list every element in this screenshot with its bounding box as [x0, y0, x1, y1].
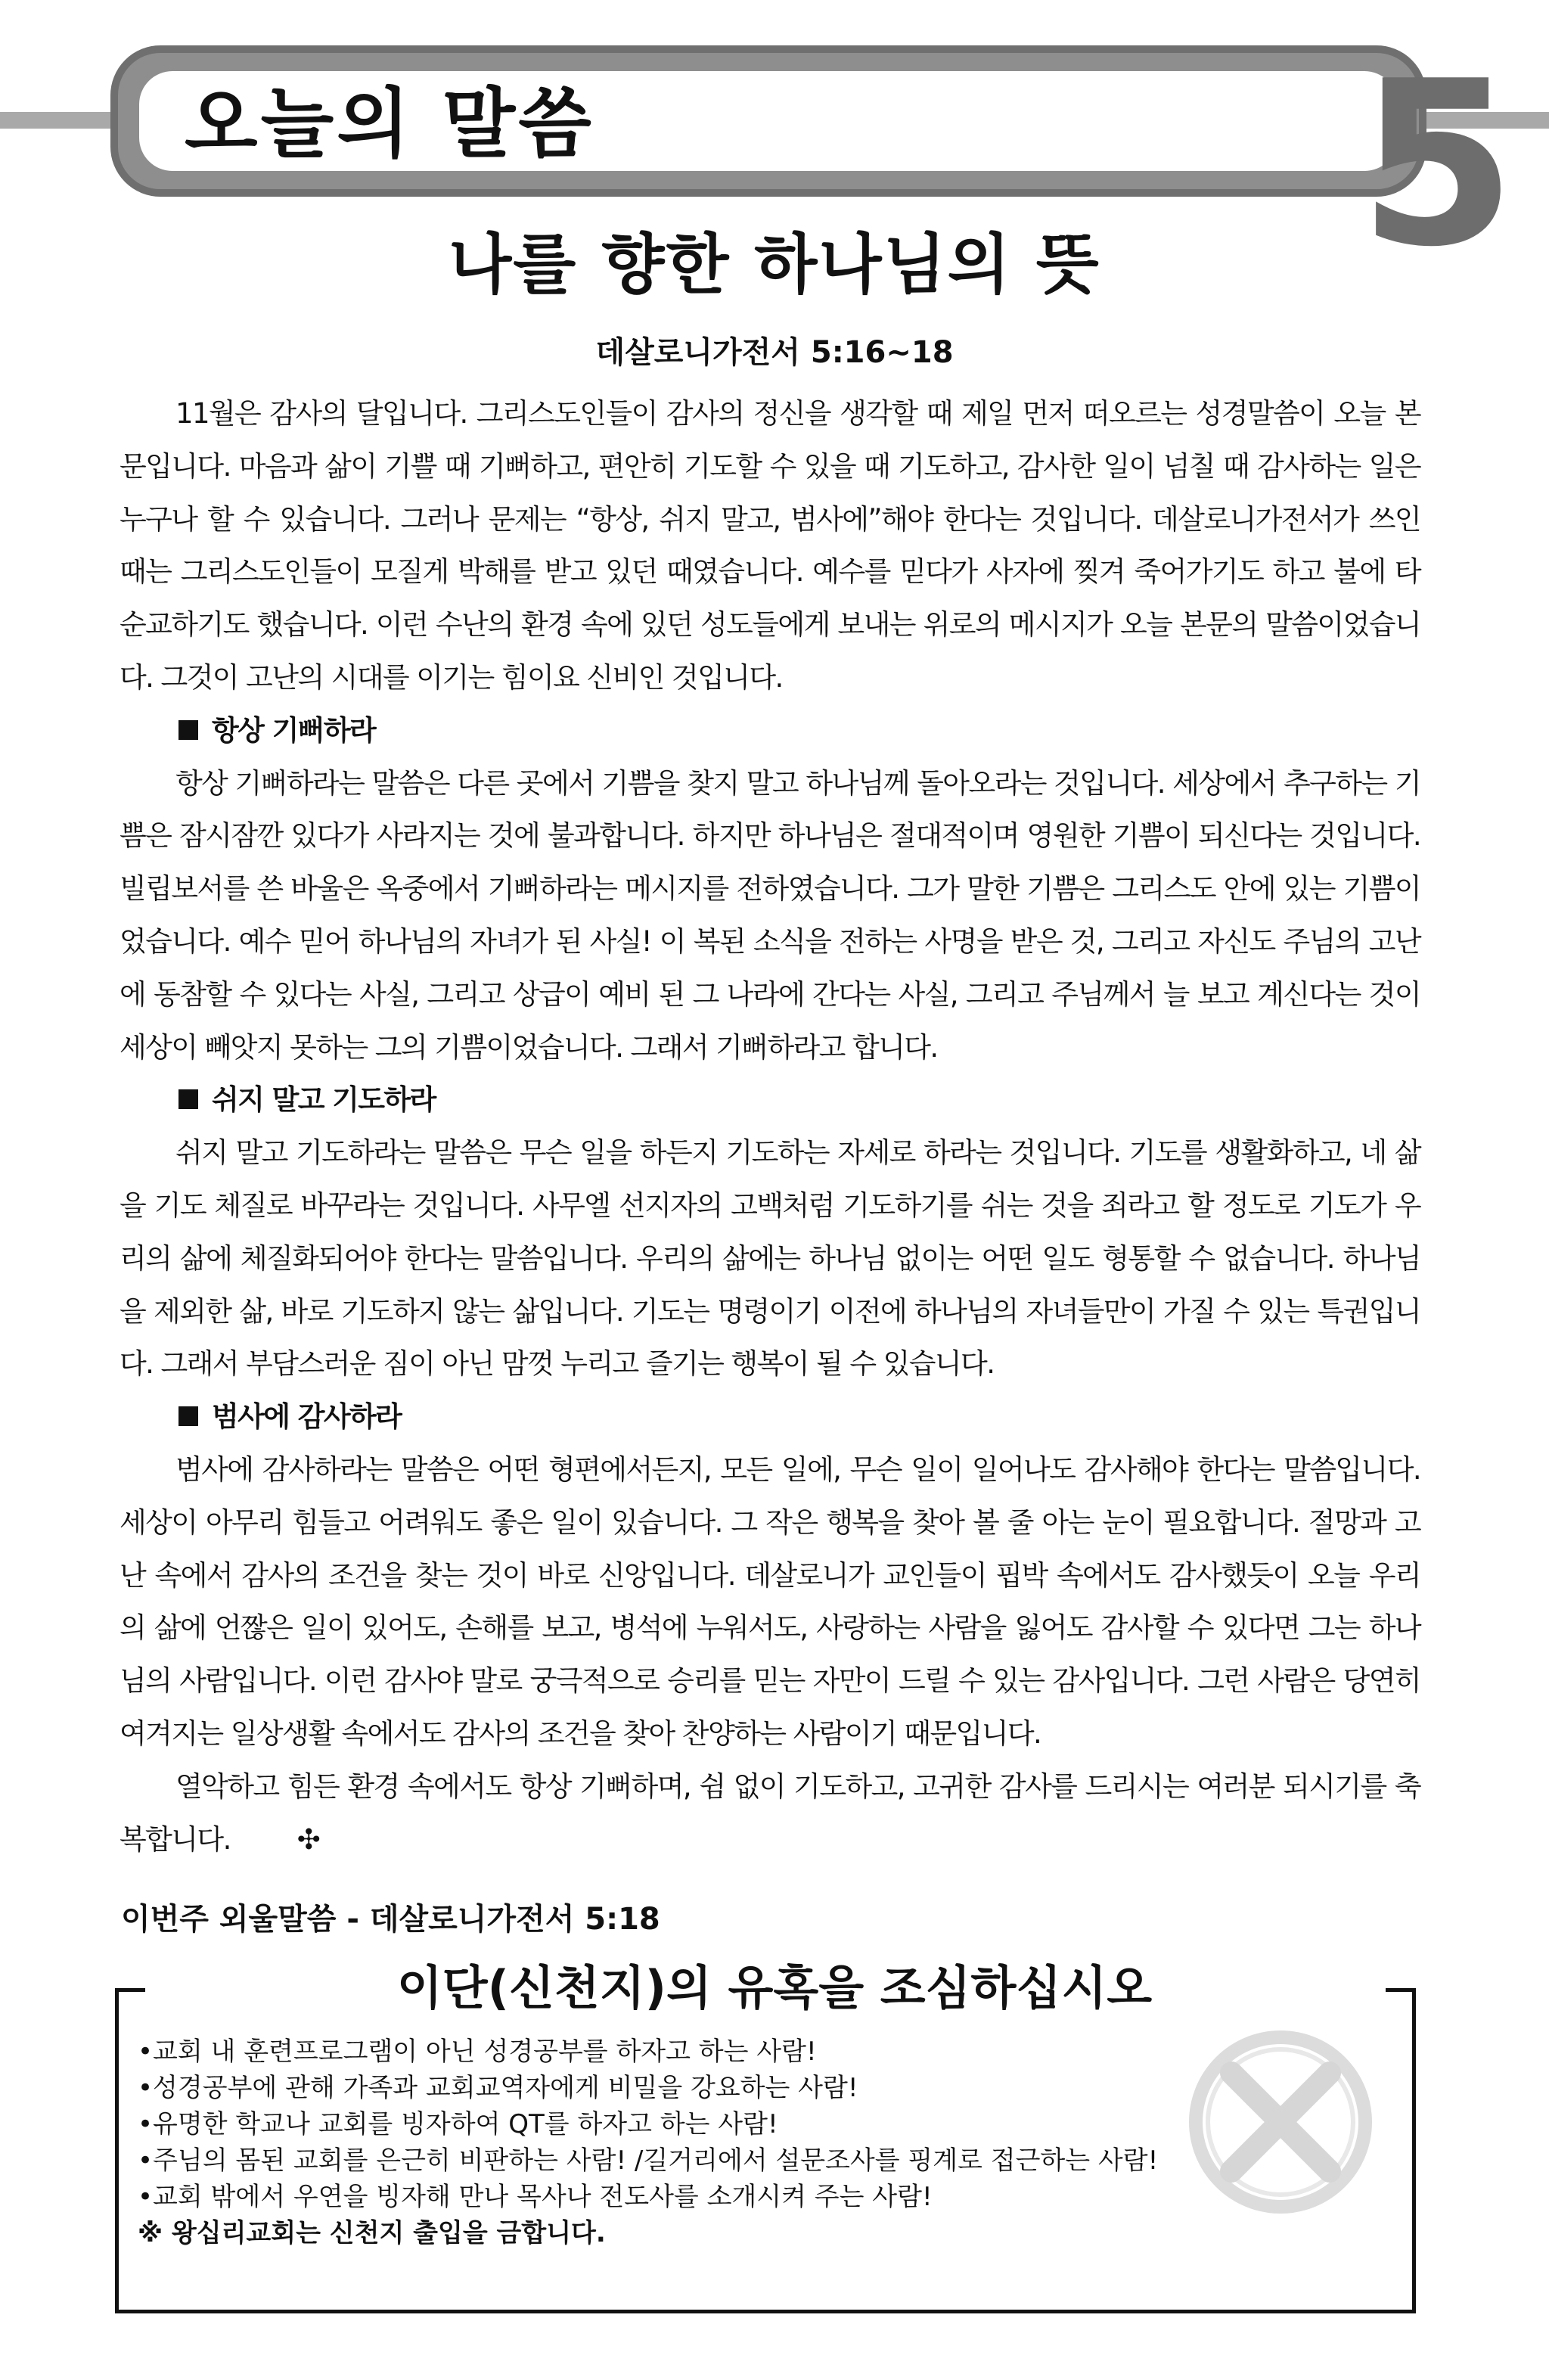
section-heading-2 [120, 1073, 1420, 1126]
sermon-body [120, 387, 1420, 1866]
square-bullet-icon [178, 720, 198, 740]
list-item: •주님의 몸된 교회를 은근히 비판하는 사람! /길거리에서 설문조사를 핑계로 접근하는 사람! [138, 2145, 1159, 2176]
closing-text: 열악하고 힘든 환경 속에서도 항상 기뻐하며, 쉼 없이 기도하고, 고귀한 감사를 드리시는 여러분 되시기를 축복합니다. [120, 1769, 1420, 1856]
list-item: •유명한 학교나 교회를 빙자하여 QT를 하자고 하는 사람! [138, 2109, 778, 2139]
list-item: •교회 밖에서 우연을 빙자해 만나 목사나 전도사를 소개시켜 주는 사람! [138, 2182, 933, 2212]
sermon-title: 나를 향한 하나님의 뜻 [449, 227, 1100, 303]
warning-list [138, 2034, 1393, 2251]
header-banner-inner [139, 71, 1398, 171]
warning-note: ※ 왕십리교회는 신천지 출입을 금합니다. [138, 2218, 606, 2248]
section-number: 5 [1358, 33, 1516, 297]
section-heading-1 [120, 704, 1420, 757]
closing-paragraph [120, 1760, 1420, 1866]
section-paragraph-3: 범사에 감사하라는 말씀은 어떤 형편에서든지, 모든 일에, 무슨 일이 일어나도 감사해야 한다는 말씀입니다. 세상이 아무리 힘들고 어려워도 좋은 일이 있습니다. 그 작은 행복을 찾아 볼 줄 아는 눈이 필요합니다. 절망과 고난 속에서 감사의 조건을 찾는 것이 바로 신앙입니다. 데살로니가 교인들이 핍박 속에서도 감사했듯이 오늘 우리의 삶에 언짢은 일이 있어도, 손해를 보고, 병석에 누워서도, 사랑하는 사람을 잃어도 감사할 수 있다면 그는 하나님의 사람입니다. 이런 감사야 말로 궁극적으로 승리를 믿는 자만이 드릴 수 있는 감사입니다. 그런 사람은 당연히 여겨지는 일상생활 속에서도 감사의 조건을 찾아 찬양하는 사람이기 때문입니다. [120, 1453, 1420, 1750]
section-heading-text: 쉬지 말고 기도하라 [212, 1083, 436, 1117]
memory-verse: 이번주 외울말씀 - 데살로니가전서 5:18 [121, 1902, 660, 1937]
square-bullet-icon [178, 1089, 198, 1109]
section-paragraph-2: 쉬지 말고 기도하라는 말씀은 무슨 일을 하든지 기도하는 자세로 하라는 것입니다. 기도를 생활화하고, 네 삶을 기도 체질로 바꾸라는 것입니다. 사무엘 선지자의 고백처럼 기도하기를 쉬는 것을 죄라고 할 정도로 기도가 우리의 삶에 체질화되어야 한다는 말씀입니다. 우리의 삶에는 하나님 없이는 어떤 일도 형통할 수 없습니다. 하나님을 제외한 삶, 바로 기도하지 않는 삶입니다. 기도는 명령이기 이전에 하나님의 자녀들만이 가질 수 있는 특권입니다. 그래서 부담스러운 짐이 아닌 맘껏 누리고 즐기는 행복이 될 수 있습니다. [120, 1136, 1420, 1381]
section-paragraph-1: 항상 기뻐하라는 말씀은 다른 곳에서 기쁨을 찾지 말고 하나님께 돌아오라는 것입니다. 세상에서 추구하는 기쁨은 잠시잠깐 있다가 사라지는 것에 불과합니다. 하지만 하나님은 절대적이며 영원한 기쁨이 되신다는 것입니다. 빌립보서를 쓴 바울은 옥중에서 기뻐하라는 메시지를 전하였습니다. 그가 말한 기쁨은 그리스도 안에 있는 기쁨이었습니다. 예수 믿어 하나님의 자녀가 된 사실! 이 복된 소식을 전하는 사명을 받은 것, 그리고 자신도 주님의 고난에 동참할 수 있다는 사실, 그리고 상급이 예비 된 그 나라에 간다는 사실, 그리고 주님께서 늘 보고 계신다는 것이 세상이 빼앗지 못하는 그의 기쁨이었습니다. 그래서 기뻐하라고 합니다. [120, 766, 1420, 1064]
section-heading-text: 항상 기뻐하라 [212, 713, 376, 747]
fleuron-icon: ✣ [296, 1822, 320, 1856]
list-item: •교회 내 훈련프로그램이 아닌 성경공부를 하자고 하는 사람! [138, 2037, 817, 2067]
banner-title: 오늘의 말씀 [185, 79, 594, 168]
section-heading-3 [120, 1390, 1420, 1443]
warning-title: 이단(신천지)의 유혹을 조심하십시오 [396, 1960, 1153, 2015]
section-heading-text: 범사에 감사하라 [212, 1400, 402, 1434]
intro-paragraph: 11월은 감사의 달입니다. 그리스도인들이 감사의 정신을 생각할 때 제일 먼저 떠오르는 성경말씀이 오늘 본문입니다. 마음과 삶이 기쁠 때 기뻐하고, 편안히 기도할 수 있을 때 기도하고, 감사한 일이 넘칠 때 감사하는 일은 누구나 할 수 있습니다. 그러나 문제는 “항상, 쉬지 말고, 범사에”해야 한다는 것입니다. 데살로니가전서가 쓰인 때는 그리스도인들이 모질게 박해를 받고 있던 때였습니다. 예수를 믿다가 사자에 찢겨 죽어가기도 하고 불에 타 순교하기도 했습니다. 이런 수난의 환경 속에 있던 성도들에게 보내는 위로의 메시지가 오늘 본문의 말씀이었습니다. 그것이 고난의 시대를 이기는 힘이요 신비인 것입니다. [120, 397, 1420, 694]
list-item: •성경공부에 관해 가족과 교회교역자에게 비밀을 강요하는 사람! [138, 2073, 858, 2103]
scripture-reference: 데살로니가전서 5:16~18 [595, 335, 954, 370]
square-bullet-icon [178, 1406, 198, 1426]
